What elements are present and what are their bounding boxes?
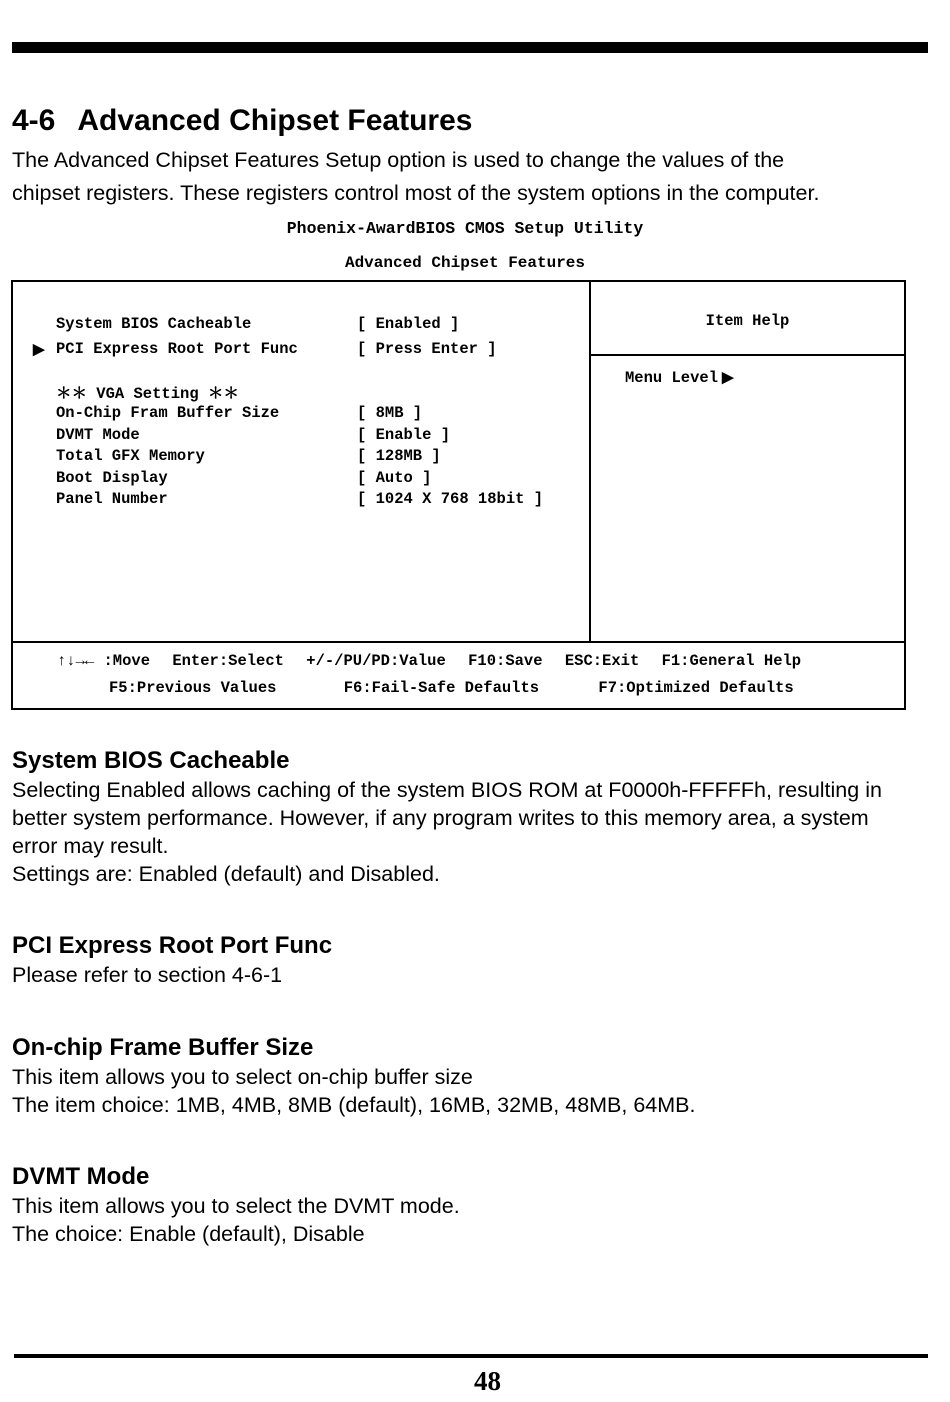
section-number: 4-6	[12, 104, 56, 137]
bottom-rule	[14, 1354, 928, 1358]
menu-item-label: Total GFX Memory	[56, 447, 205, 465]
menu-item-value[interactable]: [ 8MB ]	[357, 404, 423, 422]
description-line: Please refer to section 4-6-1	[12, 963, 283, 987]
description-line: error may result.	[12, 834, 169, 858]
bios-screen	[11, 280, 906, 710]
intro-line: chipset registers. These registers control most of the system options in the computer.	[12, 181, 820, 205]
menu-item-frame-buffer-size[interactable]	[13, 404, 589, 424]
menu-item-label: Panel Number	[56, 490, 168, 508]
menu-level-label: Menu Level	[625, 369, 719, 387]
menu-item-label: DVMT Mode	[56, 426, 140, 444]
key-hint-help: F1:General Help	[661, 652, 802, 670]
key-hint-previous-values: F5:Previous Values	[109, 679, 277, 697]
intro-line: The Advanced Chipset Features Setup option is used to change the values of the	[12, 148, 785, 172]
menu-item-value[interactable]: [ Auto ]	[357, 469, 432, 487]
menu-item-label: PCI Express Root Port Func	[56, 340, 298, 358]
menu-group-vga-setting	[13, 381, 589, 401]
key-hint-value: +/-/PU/PD:Value	[306, 652, 446, 670]
key-legend-row-1	[57, 652, 801, 670]
section-title	[12, 104, 472, 138]
description-dvmt-mode	[12, 1162, 460, 1248]
key-hint-move: ↑↓→← :Move	[57, 652, 151, 670]
menu-level-arrow-icon: ▶	[722, 370, 734, 387]
key-hint-fail-safe: F6:Fail-Safe Defaults	[343, 679, 540, 697]
key-hint-select: Enter:Select	[172, 652, 284, 670]
description-heading: On-chip Frame Buffer Size	[12, 1034, 314, 1061]
bios-utility-title: Phoenix-AwardBIOS CMOS Setup Utility	[286, 219, 644, 238]
menu-item-value[interactable]: [ Press Enter ]	[357, 340, 497, 358]
description-line: This item allows you to select the DVMT mode.	[12, 1194, 460, 1218]
description-pci-express-root-port	[12, 931, 332, 989]
menu-item-total-gfx-memory[interactable]	[13, 447, 589, 467]
selection-arrow-icon: ▶	[33, 342, 45, 359]
menu-item-label: On-Chip Fram Buffer Size	[56, 404, 280, 422]
bios-column-divider	[589, 282, 591, 641]
key-legend-row-2	[109, 679, 794, 697]
description-line: Settings are: Enabled (default) and Disabled.	[12, 862, 440, 886]
menu-item-dvmt-mode[interactable]	[13, 426, 589, 446]
menu-item-value[interactable]: [ Enable ]	[357, 426, 451, 444]
key-hint-save: F10:Save	[468, 652, 543, 670]
description-line: This item allows you to select on-chip buffer size	[12, 1065, 473, 1089]
description-system-bios-cacheable	[12, 746, 882, 888]
help-divider	[591, 354, 904, 356]
menu-item-panel-number[interactable]	[13, 490, 589, 510]
description-heading: DVMT Mode	[12, 1163, 150, 1190]
description-line: Selecting Enabled allows caching of the system BIOS ROM at F0000h-FFFFFh, resulting in	[12, 778, 882, 802]
section-heading: Advanced Chipset Features	[77, 104, 473, 137]
menu-item-label: System BIOS Cacheable	[56, 315, 252, 333]
bios-screen-title: Advanced Chipset Features	[344, 254, 586, 272]
description-frame-buffer-size	[12, 1033, 696, 1119]
description-line: The item choice: 1MB, 4MB, 8MB (default), 16MB, 32MB, 48MB, 64MB.	[12, 1093, 696, 1117]
menu-item-value[interactable]: [ 1024 X 768 18bit ]	[357, 490, 544, 508]
key-hint-optimized: F7:Optimized Defaults	[598, 679, 794, 697]
description-heading: System BIOS Cacheable	[12, 747, 290, 774]
description-line: The choice: Enable (default), Disable	[12, 1222, 365, 1246]
menu-item-pci-express-root-port[interactable]	[13, 340, 589, 360]
page-number: 48	[474, 1366, 501, 1396]
description-line: better system performance. However, if any program writes to this memory area, a system	[12, 806, 869, 830]
menu-item-system-bios-cacheable[interactable]	[13, 315, 589, 335]
intro-paragraph	[12, 144, 932, 210]
menu-group-label: ＊＊ VGA Setting ＊＊	[56, 385, 239, 403]
menu-item-value[interactable]: [ Enabled ]	[357, 315, 460, 333]
menu-item-label: Boot Display	[56, 469, 168, 487]
description-heading: PCI Express Root Port Func	[12, 932, 333, 959]
key-hint-exit: ESC:Exit	[564, 652, 640, 670]
menu-level	[625, 368, 734, 387]
menu-item-value[interactable]: [ 128MB ]	[357, 447, 441, 465]
menu-item-boot-display[interactable]	[13, 469, 589, 489]
item-help-title: Item Help	[705, 312, 790, 330]
top-rule	[12, 42, 928, 53]
bios-footer-divider	[13, 641, 904, 643]
